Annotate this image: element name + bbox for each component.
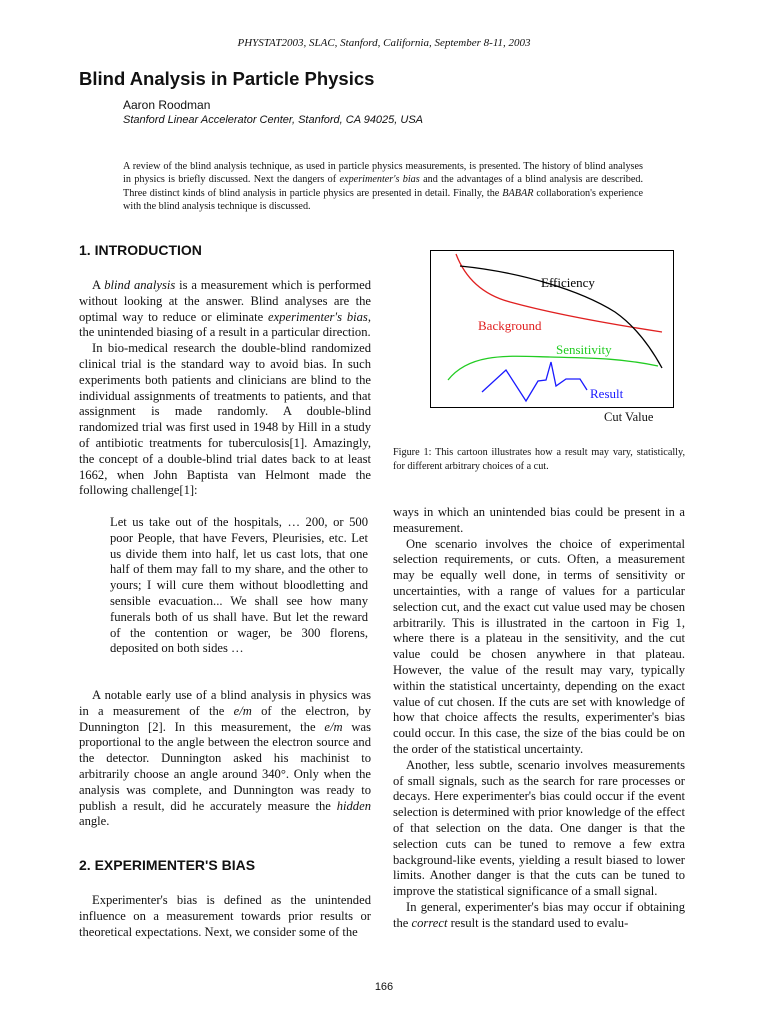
- text: A: [92, 278, 101, 292]
- paper-title: Blind Analysis in Particle Physics: [79, 68, 375, 89]
- figure-caption: Figure 1: This cartoon illustrates how a result may vary, statistically, for different arbitrary choices of a cut.: [393, 447, 685, 472]
- abstract: [123, 160, 643, 214]
- abstract-emphasis-2: BABAR: [502, 187, 534, 199]
- paragraph-intro-1: [79, 278, 371, 341]
- left-column-intro: [79, 278, 371, 499]
- left-column-bias: [79, 893, 371, 940]
- section-heading-experimenters-bias: 2. EXPERIMENTER'S BIAS: [79, 857, 256, 873]
- paragraph-right-4: [393, 900, 685, 932]
- abstract-text-3: collaboration's experience with the blind analysis technique is discussed.: [123, 187, 644, 213]
- text: , the unintended biasing of a result in a particular direction.: [79, 309, 371, 340]
- paragraph-right-3: Another, less subtle, scenario involves measurements of small signals, such as the search for rare processes or decays. Here experimenter's bias could occur if the event selection is determined with prior knowledge of the effect of that selection on the data. One danger is that the selection cuts can be tuned to remove a few extra background-like events, yielding a result biased to lower limits. Another danger is that the cuts can be tuned to improve the statistical significance of a small signal.: [393, 757, 685, 899]
- label-background: Background: [478, 318, 542, 333]
- text: A notable early use of a blind analysis in physics was in a measurement of the: [79, 688, 371, 718]
- abstract-text-1: A review of the blind analysis technique, as used in particle physics measurements, is presented. The history of blind analyses in physics is briefly discussed. Next the dangers of: [123, 161, 643, 186]
- figure-1-cartoon: [430, 250, 674, 408]
- text: angle.: [79, 814, 110, 829]
- paragraph-intro-3: [79, 688, 371, 830]
- paragraph-right-1: ways in which an unintended bias could be present in a measurement.: [393, 505, 685, 535]
- author-affiliation: Stanford Linear Accelerator Center, Stanford, CA 94025, USA: [123, 114, 424, 126]
- text: In general, experimenter's bias may occur if obtaining the: [393, 899, 685, 930]
- paragraph-right-2: One scenario involves the choice of experimental selection requirements, or cuts. Often, a measurement may be equally well done, in terms of sensitivity or uncertainties, with a range of values for a particular selection cut, and the exact cut value used may be chosen arbitrarily. This is illustrated in the cartoon in Fig 1, where there is a plateau in the sensitivity, and the cut value could be chosen anywhere in that plateau. However, the value of the result may vary, typically within the statistical uncertainty, depending on the exact value of cut chosen. If the cuts are set with knowledge of how that choice affects the results, experimenter's bias could occur. In this case, the size of the bias could be on the order of the statistical uncertainty.: [393, 536, 685, 756]
- left-column-intro-cont: [79, 688, 371, 830]
- text: of the electron, by Dunnington [2]. In this measurement, the: [79, 703, 371, 734]
- emphasis: hidden: [336, 798, 371, 813]
- sensitivity-curve: [448, 356, 658, 380]
- abstract-emphasis-1: experimenter's bias: [339, 174, 420, 186]
- right-column: [393, 505, 685, 932]
- block-quote: Let us take out of the hospitals, … 200, or 500 poor People, that have Fevers, Pleurisies, etc. Let us divide them into half, let us cast lots, that one half of them may fall to my share, and the other to yours; I will cure them without bloodletting and sensible evacuation... We shall see how many funerals both of us shall have. But let the reward of the contention or wager, be 300 florens, deposited on both sides …: [110, 515, 368, 656]
- emphasis: experimenter's bias: [268, 309, 368, 324]
- running-header: PHYSTAT2003, SLAC, Stanford, California, September 8-11, 2003: [237, 37, 531, 49]
- label-sensitivity: Sensitivity: [556, 342, 612, 357]
- label-efficiency: Efficiency: [541, 275, 595, 290]
- emphasis: blind analysis: [104, 278, 176, 292]
- text: result is the standard used to evalu-: [450, 915, 629, 930]
- paragraph-bias-1: Experimenter's bias is defined as the unintended influence on a measurement towards prior results or theoretical expectations. Next, we consider some of the: [79, 893, 371, 939]
- emphasis: e/m: [324, 719, 343, 734]
- author-name: Aaron Roodman: [123, 98, 211, 112]
- text: was proportional to the angle between the electron source and the detector. Dunnington asked his machinist to arbitrarily choose an angle around 340°. Only when the analysis was complete, and Dunnington was ready to publish a result, did he accurately measure the: [79, 719, 371, 813]
- figure-axis-label: Cut Value: [604, 410, 654, 424]
- label-result: Result: [590, 386, 624, 401]
- emphasis: e/m: [233, 703, 252, 718]
- page-number: 166: [374, 981, 394, 993]
- result-curve: [482, 362, 587, 401]
- text: is a measurement which is performed without looking at the answer. Blind analyses are the optimal way to reduce or eliminate: [79, 278, 371, 324]
- section-heading-introduction: 1. INTRODUCTION: [79, 242, 202, 258]
- paragraph-intro-2: In bio-medical research the double-blind randomized clinical trial is the standard way to avoid bias. In such experiments both patients and clinicians are blind to the individual assignments of treatments to patients, and that assignment is made randomly. A double-blind randomized trial was first used in 1948 by Hill in a study of antibiotic treatments for tuberculosis[1]. Amazingly, the concept of a double-blind trial dates back to at least 1662, when John Baptista van Helmont made the following challenge[1]:: [79, 341, 371, 498]
- abstract-text-2: and the advantages of a blind analysis are described. Three distinct kinds of blind analysis in particle physics are presented in detail. Finally, the: [123, 174, 644, 199]
- emphasis: correct: [411, 915, 448, 930]
